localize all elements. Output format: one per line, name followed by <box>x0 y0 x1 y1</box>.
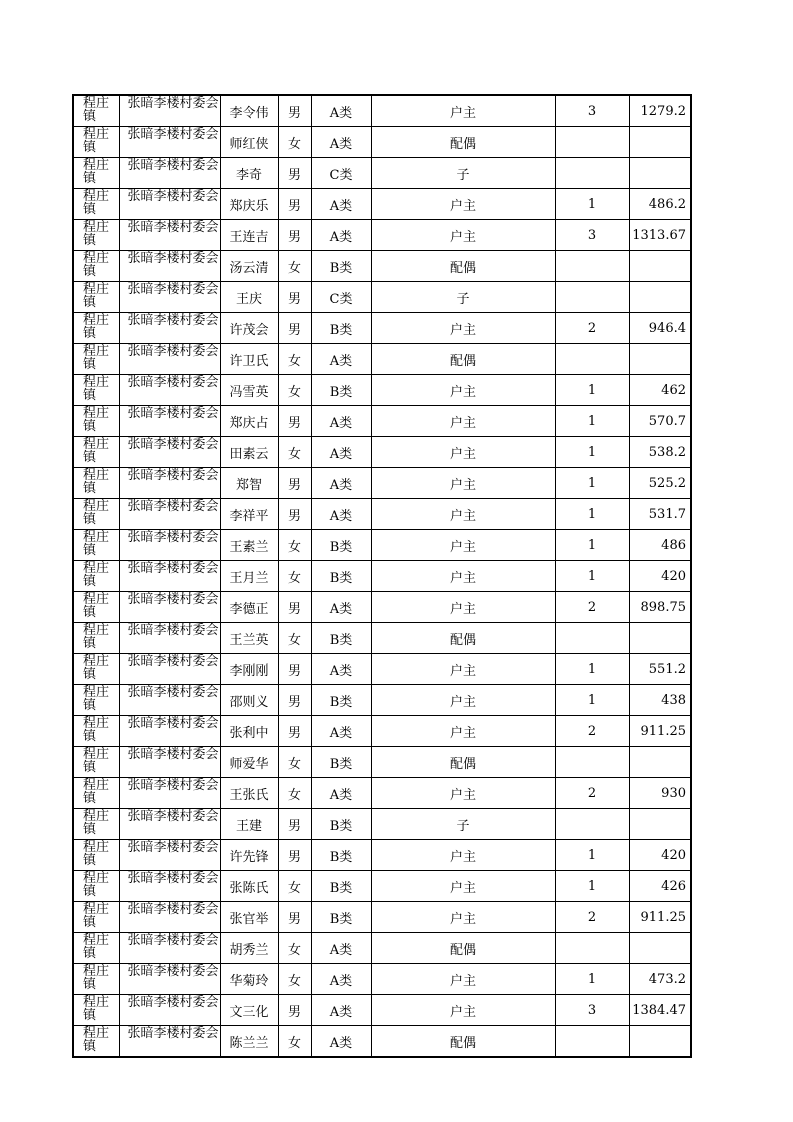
town-cell: 程庄镇 <box>73 809 119 840</box>
household-count-cell: 2 <box>555 902 629 933</box>
household-count-cell: 2 <box>555 592 629 623</box>
category-cell: A类 <box>311 95 371 127</box>
roster-body <box>73 95 691 1057</box>
village-cell: 张暗李楼村委会 <box>119 375 220 406</box>
category-cell: B类 <box>311 251 371 282</box>
household-count-cell: 1 <box>555 530 629 561</box>
town-cell: 程庄镇 <box>73 964 119 995</box>
village-cell: 张暗李楼村委会 <box>119 127 220 158</box>
village-cell: 张暗李楼村委会 <box>119 344 220 375</box>
category-cell: B类 <box>311 375 371 406</box>
relation-cell: 户主 <box>371 530 555 561</box>
category-cell: A类 <box>311 592 371 623</box>
name-cell: 李德正 <box>220 592 278 623</box>
household-count-cell: 1 <box>555 437 629 468</box>
amount-cell: 570.7 <box>629 406 691 437</box>
town-cell: 程庄镇 <box>73 592 119 623</box>
town-cell: 程庄镇 <box>73 344 119 375</box>
table-row <box>73 809 691 840</box>
name-cell: 郑庆占 <box>220 406 278 437</box>
relation-cell: 配偶 <box>371 623 555 654</box>
name-cell: 王连吉 <box>220 220 278 251</box>
sex-cell: 女 <box>278 747 311 778</box>
village-cell: 张暗李楼村委会 <box>119 933 220 964</box>
household-count-cell: 2 <box>555 778 629 809</box>
household-count-cell: 1 <box>555 406 629 437</box>
sex-cell: 女 <box>278 1026 311 1058</box>
name-cell: 冯雪英 <box>220 375 278 406</box>
household-count-cell: 1 <box>555 685 629 716</box>
town-cell: 程庄镇 <box>73 468 119 499</box>
amount-cell: 420 <box>629 840 691 871</box>
relation-cell: 子 <box>371 809 555 840</box>
village-cell: 张暗李楼村委会 <box>119 964 220 995</box>
name-cell: 李奇 <box>220 158 278 189</box>
village-cell: 张暗李楼村委会 <box>119 623 220 654</box>
amount-cell: 462 <box>629 375 691 406</box>
town-cell: 程庄镇 <box>73 313 119 344</box>
town-cell: 程庄镇 <box>73 530 119 561</box>
table-row <box>73 282 691 313</box>
table-row <box>73 95 691 127</box>
town-cell: 程庄镇 <box>73 437 119 468</box>
amount-cell <box>629 747 691 778</box>
name-cell: 师爱华 <box>220 747 278 778</box>
amount-cell: 538.2 <box>629 437 691 468</box>
category-cell: B类 <box>311 685 371 716</box>
category-cell: A类 <box>311 406 371 437</box>
name-cell: 许茂会 <box>220 313 278 344</box>
table-row <box>73 1026 691 1058</box>
town-cell: 程庄镇 <box>73 375 119 406</box>
household-count-cell <box>555 251 629 282</box>
town-cell: 程庄镇 <box>73 95 119 127</box>
town-cell: 程庄镇 <box>73 282 119 313</box>
relation-cell: 户主 <box>371 406 555 437</box>
name-cell: 郑庆乐 <box>220 189 278 220</box>
table-row <box>73 313 691 344</box>
table-row <box>73 499 691 530</box>
name-cell: 许卫氏 <box>220 344 278 375</box>
table-row <box>73 220 691 251</box>
town-cell: 程庄镇 <box>73 220 119 251</box>
amount-cell: 486 <box>629 530 691 561</box>
amount-cell: 1313.67 <box>629 220 691 251</box>
household-count-cell: 1 <box>555 375 629 406</box>
category-cell: A类 <box>311 716 371 747</box>
table-row <box>73 685 691 716</box>
sex-cell: 女 <box>278 530 311 561</box>
amount-cell <box>629 158 691 189</box>
sex-cell: 男 <box>278 902 311 933</box>
sex-cell: 女 <box>278 778 311 809</box>
household-count-cell <box>555 747 629 778</box>
category-cell: B类 <box>311 747 371 778</box>
relation-cell: 户主 <box>371 592 555 623</box>
name-cell: 文三化 <box>220 995 278 1026</box>
relation-cell: 户主 <box>371 840 555 871</box>
town-cell: 程庄镇 <box>73 716 119 747</box>
category-cell: B类 <box>311 871 371 902</box>
amount-cell <box>629 809 691 840</box>
sex-cell: 女 <box>278 437 311 468</box>
relation-cell: 户主 <box>371 220 555 251</box>
town-cell: 程庄镇 <box>73 406 119 437</box>
name-cell: 田素云 <box>220 437 278 468</box>
category-cell: B类 <box>311 623 371 654</box>
name-cell: 王月兰 <box>220 561 278 592</box>
relation-cell: 配偶 <box>371 127 555 158</box>
village-cell: 张暗李楼村委会 <box>119 809 220 840</box>
name-cell: 华菊玲 <box>220 964 278 995</box>
sex-cell: 女 <box>278 375 311 406</box>
town-cell: 程庄镇 <box>73 840 119 871</box>
village-cell: 张暗李楼村委会 <box>119 1026 220 1058</box>
town-cell: 程庄镇 <box>73 747 119 778</box>
category-cell: A类 <box>311 778 371 809</box>
amount-cell: 486.2 <box>629 189 691 220</box>
relation-cell: 户主 <box>371 499 555 530</box>
household-count-cell: 1 <box>555 871 629 902</box>
amount-cell <box>629 623 691 654</box>
category-cell: A类 <box>311 654 371 685</box>
relation-cell: 户主 <box>371 468 555 499</box>
table-row <box>73 468 691 499</box>
category-cell: A类 <box>311 933 371 964</box>
sex-cell: 女 <box>278 623 311 654</box>
village-cell: 张暗李楼村委会 <box>119 468 220 499</box>
amount-cell: 525.2 <box>629 468 691 499</box>
category-cell: A类 <box>311 964 371 995</box>
table-row <box>73 437 691 468</box>
category-cell: A类 <box>311 127 371 158</box>
sex-cell: 男 <box>278 313 311 344</box>
amount-cell: 911.25 <box>629 902 691 933</box>
sex-cell: 女 <box>278 344 311 375</box>
name-cell: 陈兰兰 <box>220 1026 278 1058</box>
relation-cell: 户主 <box>371 964 555 995</box>
relation-cell: 配偶 <box>371 251 555 282</box>
category-cell: A类 <box>311 220 371 251</box>
relation-cell: 户主 <box>371 375 555 406</box>
sex-cell: 女 <box>278 964 311 995</box>
relation-cell: 配偶 <box>371 344 555 375</box>
name-cell: 师红侠 <box>220 127 278 158</box>
name-cell: 李刚刚 <box>220 654 278 685</box>
village-cell: 张暗李楼村委会 <box>119 158 220 189</box>
category-cell: A类 <box>311 437 371 468</box>
town-cell: 程庄镇 <box>73 778 119 809</box>
category-cell: A类 <box>311 189 371 220</box>
town-cell: 程庄镇 <box>73 158 119 189</box>
sex-cell: 男 <box>278 95 311 127</box>
relation-cell: 户主 <box>371 95 555 127</box>
table-row <box>73 158 691 189</box>
sex-cell: 女 <box>278 871 311 902</box>
table-row <box>73 778 691 809</box>
sex-cell: 男 <box>278 592 311 623</box>
village-cell: 张暗李楼村委会 <box>119 251 220 282</box>
table-row <box>73 995 691 1026</box>
amount-cell: 930 <box>629 778 691 809</box>
table-row <box>73 592 691 623</box>
household-count-cell <box>555 933 629 964</box>
town-cell: 程庄镇 <box>73 902 119 933</box>
table-row <box>73 127 691 158</box>
household-count-cell <box>555 809 629 840</box>
name-cell: 王兰英 <box>220 623 278 654</box>
category-cell: C类 <box>311 158 371 189</box>
category-cell: C类 <box>311 282 371 313</box>
village-cell: 张暗李楼村委会 <box>119 654 220 685</box>
relation-cell: 户主 <box>371 561 555 592</box>
relation-cell: 子 <box>371 158 555 189</box>
town-cell: 程庄镇 <box>73 871 119 902</box>
village-cell: 张暗李楼村委会 <box>119 561 220 592</box>
household-count-cell: 3 <box>555 95 629 127</box>
table-row <box>73 902 691 933</box>
name-cell: 张官举 <box>220 902 278 933</box>
amount-cell <box>629 933 691 964</box>
sex-cell: 男 <box>278 840 311 871</box>
town-cell: 程庄镇 <box>73 933 119 964</box>
sex-cell: 男 <box>278 995 311 1026</box>
village-cell: 张暗李楼村委会 <box>119 685 220 716</box>
category-cell: A类 <box>311 499 371 530</box>
village-cell: 张暗李楼村委会 <box>119 995 220 1026</box>
village-cell: 张暗李楼村委会 <box>119 95 220 127</box>
town-cell: 程庄镇 <box>73 251 119 282</box>
name-cell: 许先锋 <box>220 840 278 871</box>
relation-cell: 户主 <box>371 902 555 933</box>
sex-cell: 男 <box>278 406 311 437</box>
town-cell: 程庄镇 <box>73 127 119 158</box>
amount-cell: 438 <box>629 685 691 716</box>
table-row <box>73 189 691 220</box>
village-cell: 张暗李楼村委会 <box>119 437 220 468</box>
amount-cell: 531.7 <box>629 499 691 530</box>
name-cell: 王建 <box>220 809 278 840</box>
household-count-cell: 1 <box>555 964 629 995</box>
category-cell: B类 <box>311 313 371 344</box>
relation-cell: 户主 <box>371 871 555 902</box>
category-cell: A类 <box>311 468 371 499</box>
village-cell: 张暗李楼村委会 <box>119 220 220 251</box>
town-cell: 程庄镇 <box>73 499 119 530</box>
relation-cell: 户主 <box>371 654 555 685</box>
household-count-cell <box>555 127 629 158</box>
household-count-cell <box>555 623 629 654</box>
town-cell: 程庄镇 <box>73 654 119 685</box>
relation-cell: 户主 <box>371 778 555 809</box>
household-count-cell: 1 <box>555 561 629 592</box>
household-count-cell: 1 <box>555 654 629 685</box>
relation-cell: 户主 <box>371 685 555 716</box>
table-row <box>73 933 691 964</box>
table-row <box>73 561 691 592</box>
category-cell: B类 <box>311 902 371 933</box>
table-row <box>73 871 691 902</box>
town-cell: 程庄镇 <box>73 623 119 654</box>
name-cell: 汤云清 <box>220 251 278 282</box>
town-cell: 程庄镇 <box>73 685 119 716</box>
household-count-cell <box>555 158 629 189</box>
household-count-cell: 1 <box>555 468 629 499</box>
name-cell: 王庆 <box>220 282 278 313</box>
table-row <box>73 747 691 778</box>
amount-cell <box>629 344 691 375</box>
category-cell: B类 <box>311 530 371 561</box>
sex-cell: 男 <box>278 716 311 747</box>
name-cell: 李令伟 <box>220 95 278 127</box>
household-count-cell: 2 <box>555 313 629 344</box>
sex-cell: 女 <box>278 933 311 964</box>
category-cell: B类 <box>311 561 371 592</box>
village-cell: 张暗李楼村委会 <box>119 406 220 437</box>
village-cell: 张暗李楼村委会 <box>119 189 220 220</box>
name-cell: 胡秀兰 <box>220 933 278 964</box>
village-cell: 张暗李楼村委会 <box>119 716 220 747</box>
table-row <box>73 251 691 282</box>
relation-cell: 户主 <box>371 995 555 1026</box>
category-cell: B类 <box>311 840 371 871</box>
household-count-cell: 3 <box>555 995 629 1026</box>
sex-cell: 男 <box>278 654 311 685</box>
village-cell: 张暗李楼村委会 <box>119 530 220 561</box>
sex-cell: 男 <box>278 189 311 220</box>
table-row <box>73 654 691 685</box>
household-count-cell: 3 <box>555 220 629 251</box>
village-cell: 张暗李楼村委会 <box>119 902 220 933</box>
name-cell: 李祥平 <box>220 499 278 530</box>
household-count-cell <box>555 282 629 313</box>
sex-cell: 男 <box>278 468 311 499</box>
household-count-cell: 2 <box>555 716 629 747</box>
relation-cell: 配偶 <box>371 1026 555 1058</box>
relation-cell: 户主 <box>371 189 555 220</box>
category-cell: A类 <box>311 1026 371 1058</box>
amount-cell: 946.4 <box>629 313 691 344</box>
table-row <box>73 716 691 747</box>
table-row <box>73 840 691 871</box>
table-row <box>73 375 691 406</box>
village-cell: 张暗李楼村委会 <box>119 282 220 313</box>
relation-cell: 户主 <box>371 716 555 747</box>
amount-cell: 551.2 <box>629 654 691 685</box>
category-cell: B类 <box>311 809 371 840</box>
amount-cell <box>629 127 691 158</box>
town-cell: 程庄镇 <box>73 189 119 220</box>
table-row <box>73 406 691 437</box>
town-cell: 程庄镇 <box>73 995 119 1026</box>
amount-cell: 420 <box>629 561 691 592</box>
town-cell: 程庄镇 <box>73 561 119 592</box>
town-cell: 程庄镇 <box>73 1026 119 1058</box>
amount-cell <box>629 251 691 282</box>
sex-cell: 男 <box>278 809 311 840</box>
table-row <box>73 344 691 375</box>
village-cell: 张暗李楼村委会 <box>119 747 220 778</box>
relation-cell: 配偶 <box>371 933 555 964</box>
amount-cell: 473.2 <box>629 964 691 995</box>
household-count-cell <box>555 1026 629 1058</box>
table-row <box>73 964 691 995</box>
household-count-cell: 1 <box>555 189 629 220</box>
amount-cell <box>629 282 691 313</box>
village-cell: 张暗李楼村委会 <box>119 592 220 623</box>
relation-cell: 子 <box>371 282 555 313</box>
sex-cell: 男 <box>278 685 311 716</box>
household-count-cell: 1 <box>555 499 629 530</box>
sex-cell: 男 <box>278 499 311 530</box>
amount-cell: 1279.2 <box>629 95 691 127</box>
village-cell: 张暗李楼村委会 <box>119 871 220 902</box>
roster-table <box>72 94 692 1058</box>
amount-cell: 426 <box>629 871 691 902</box>
household-count-cell: 1 <box>555 840 629 871</box>
name-cell: 王张氏 <box>220 778 278 809</box>
sex-cell: 女 <box>278 127 311 158</box>
name-cell: 王素兰 <box>220 530 278 561</box>
name-cell: 邵则义 <box>220 685 278 716</box>
amount-cell: 911.25 <box>629 716 691 747</box>
household-count-cell <box>555 344 629 375</box>
name-cell: 郑智 <box>220 468 278 499</box>
village-cell: 张暗李楼村委会 <box>119 778 220 809</box>
table-row <box>73 623 691 654</box>
amount-cell <box>629 1026 691 1058</box>
relation-cell: 配偶 <box>371 747 555 778</box>
amount-cell: 1384.47 <box>629 995 691 1026</box>
category-cell: A类 <box>311 995 371 1026</box>
sex-cell: 女 <box>278 251 311 282</box>
sex-cell: 女 <box>278 561 311 592</box>
sex-cell: 男 <box>278 158 311 189</box>
village-cell: 张暗李楼村委会 <box>119 499 220 530</box>
relation-cell: 户主 <box>371 313 555 344</box>
relation-cell: 户主 <box>371 437 555 468</box>
name-cell: 张利中 <box>220 716 278 747</box>
sex-cell: 男 <box>278 220 311 251</box>
name-cell: 张陈氏 <box>220 871 278 902</box>
village-cell: 张暗李楼村委会 <box>119 313 220 344</box>
table-row <box>73 530 691 561</box>
amount-cell: 898.75 <box>629 592 691 623</box>
village-cell: 张暗李楼村委会 <box>119 840 220 871</box>
category-cell: A类 <box>311 344 371 375</box>
sex-cell: 男 <box>278 282 311 313</box>
